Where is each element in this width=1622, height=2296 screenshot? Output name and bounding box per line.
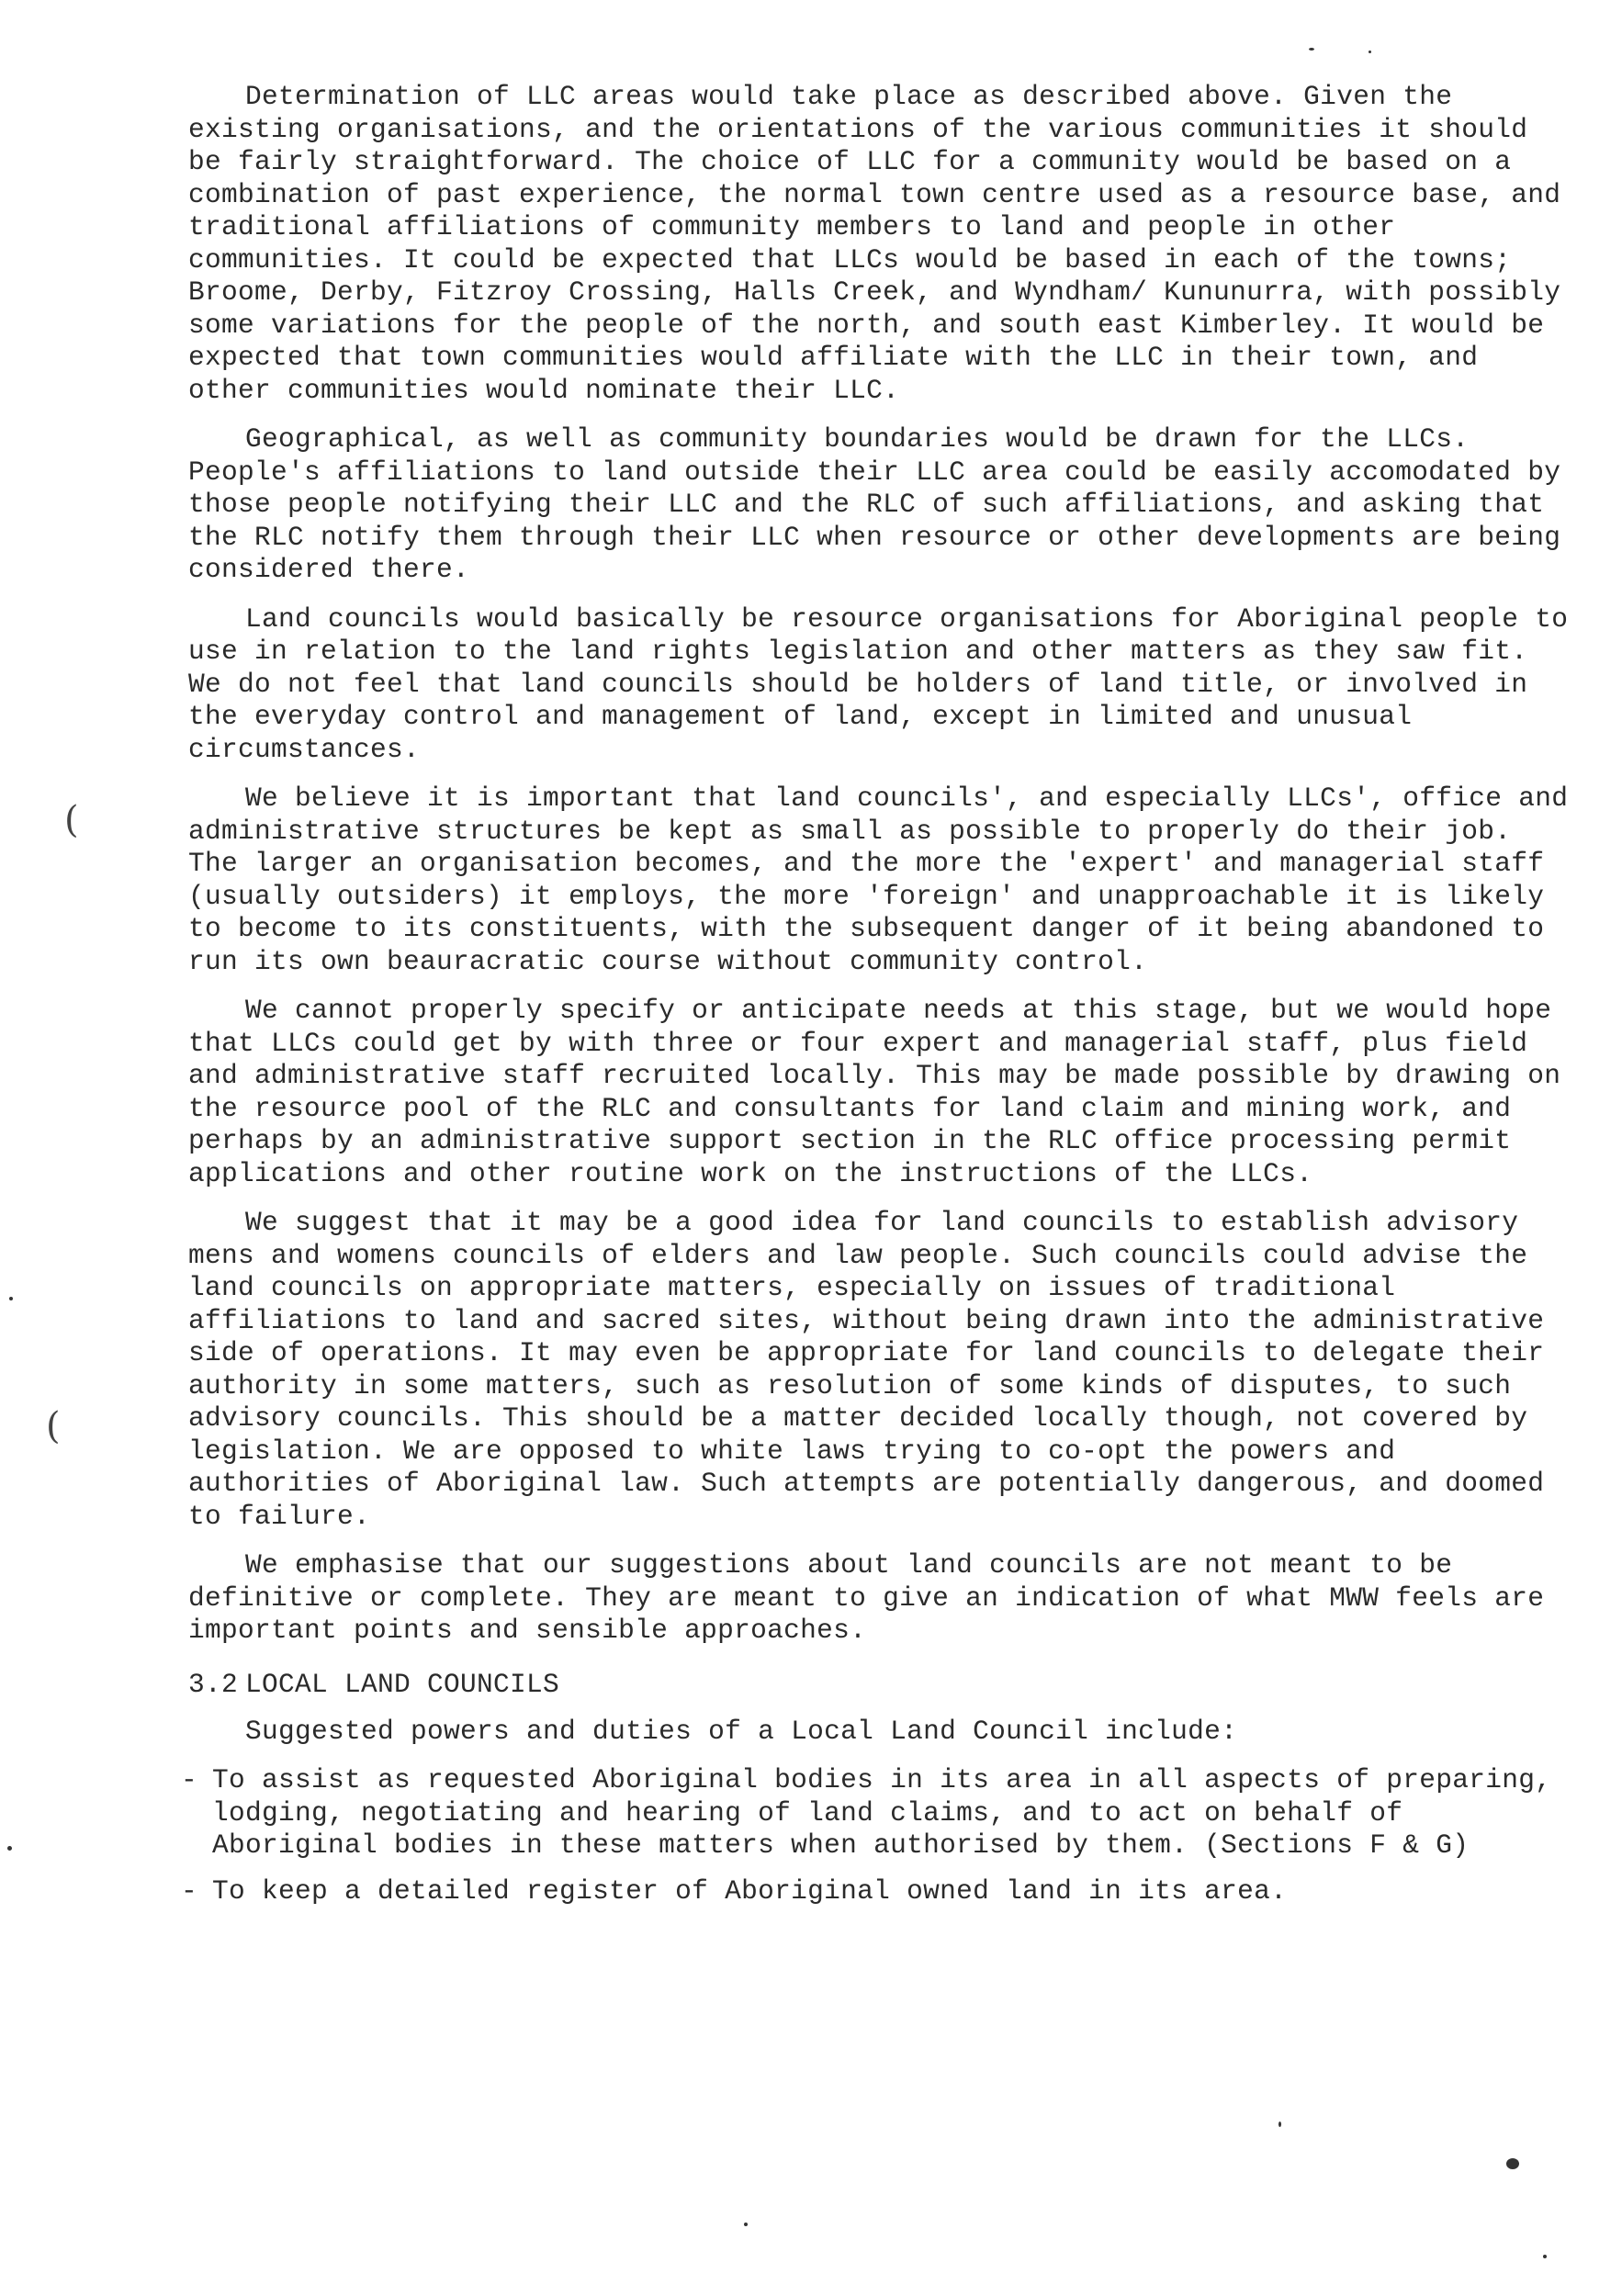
scan-speck [744, 2223, 748, 2226]
paragraph-staffing: We cannot properly specify or anticipate needs at this stage, but we would hope that LLCs could get by with three or four expert and managerial staff, plus field and administrative staff recruited locally. This may be made possible by drawing on the resource pool of the RLC and consultants for land claim and mining work, and perhaps by an administrative support section in the RLC office processing permit applications and other routine work on the instructions of the LLCs. [188, 995, 1561, 1189]
paragraph-boundaries: Geographical, as well as community boundaries would be drawn for the LLCs. People's affiliations to land outside their LLC area could be easily accomodated by those people notifying their LLC and the RLC of such affiliations, and asking that the RLC notify them through their LLC when resource or other developments are being considered there. [188, 423, 1561, 585]
paragraph-structures: We believe it is important that land councils', and especially LLCs', office and administrative structures be kept as small as possible to properly do their job. The larger an organisation becomes, and the more the 'expert' and managerial staff (usually outsiders) it employs, the more 'foreign' and unapproachable it is likely to become to its constituents, with the subsequent danger of it being abandoned to run its own beauracratic course without community control. [188, 782, 1569, 977]
list-item [181, 1764, 1575, 1863]
section-number: 3.2 [188, 1668, 239, 1700]
paragraph-resource-organisations: Land councils would basically be resource organisations for Aboriginal people to use in relation to the land rights legislation and other matters as they saw fit. We do not feel that land councils should be holders of land title, or involved in the everyday control and management of land, except in limited and unusual circumstances. [188, 602, 1569, 765]
duties-list [181, 1764, 1575, 1908]
section-title: LOCAL LAND COUNCILS [245, 1668, 560, 1700]
paragraph-emphasis: We emphasise that our suggestions about land councils are not meant to be definitive or complete. They are meant to give an indication of what MWW feels are important points and sensible approaches. [188, 1549, 1545, 1646]
list-item [181, 1875, 1575, 1908]
scan-mark-bracket: ( [64, 799, 79, 841]
list-item-text: To assist as requested Aboriginal bodies in its area in all aspects of preparing, lodging, negotiating and hearing of land claims, and to act on behalf of Aboriginal bodies in these matters when authorised by them. (Sections F & G) [212, 1764, 1552, 1861]
scan-speck [1543, 2255, 1547, 2258]
paragraph-advisory-councils: We suggest that it may be a good idea for land councils to establish advisory mens and womens councils of elders and law people. Such councils could advise the land councils on appropriate matters, especially on issues of traditional affiliations to land and sacred sites, without being drawn into the administrative side of operations. It may even be appropriate for land councils to delegate their authority in some matters, such as resolution of some kinds of disputes, to such advisory councils. This should be a matter decided locally though, not covered by legislation. We are opposed to white laws trying to co-opt the powers and authorities of Aboriginal law. Such attempts are potentially dangerous, and doomed to failure. [188, 1207, 1545, 1532]
scan-speck [1309, 48, 1314, 51]
dash-bullet: - [181, 1874, 198, 1907]
scan-speck [9, 1297, 13, 1300]
scan-speck [7, 1846, 12, 1851]
dash-bullet: - [181, 1764, 198, 1795]
scan-mark-bracket: ( [46, 1405, 61, 1447]
list-item-text: To keep a detailed register of Aboriginal owned land in its area. [212, 1874, 1288, 1907]
scan-speck [1278, 2122, 1281, 2127]
section-intro: Suggested powers and duties of a Local Land Council include: [245, 1715, 1238, 1747]
paragraph-llc-areas: Determination of LLC areas would take place as described above. Given the existing organisations, and the orientations of the various communities it should be fairly straightforward. The choice of LLC for a community would be based on a combination of past experience, the normal town centre used as a resource base, and traditional affiliations of community members to land and people in other communities. It could be expected that LLCs would be based in each of the towns; Broome, Derby, Fitzroy Crossing, Halls Creek, and Wyndham/ Kununurra, with possibly some variations for the people of the north, and south east Kimberley. It would be expected that town communities would affiliate with the LLC in their town, and other communities would nominate their LLC. [188, 81, 1561, 406]
scan-speck [1369, 51, 1371, 53]
scan-speck [1506, 2158, 1519, 2169]
document-page [181, 81, 1575, 1920]
section-heading [188, 1668, 1575, 1701]
